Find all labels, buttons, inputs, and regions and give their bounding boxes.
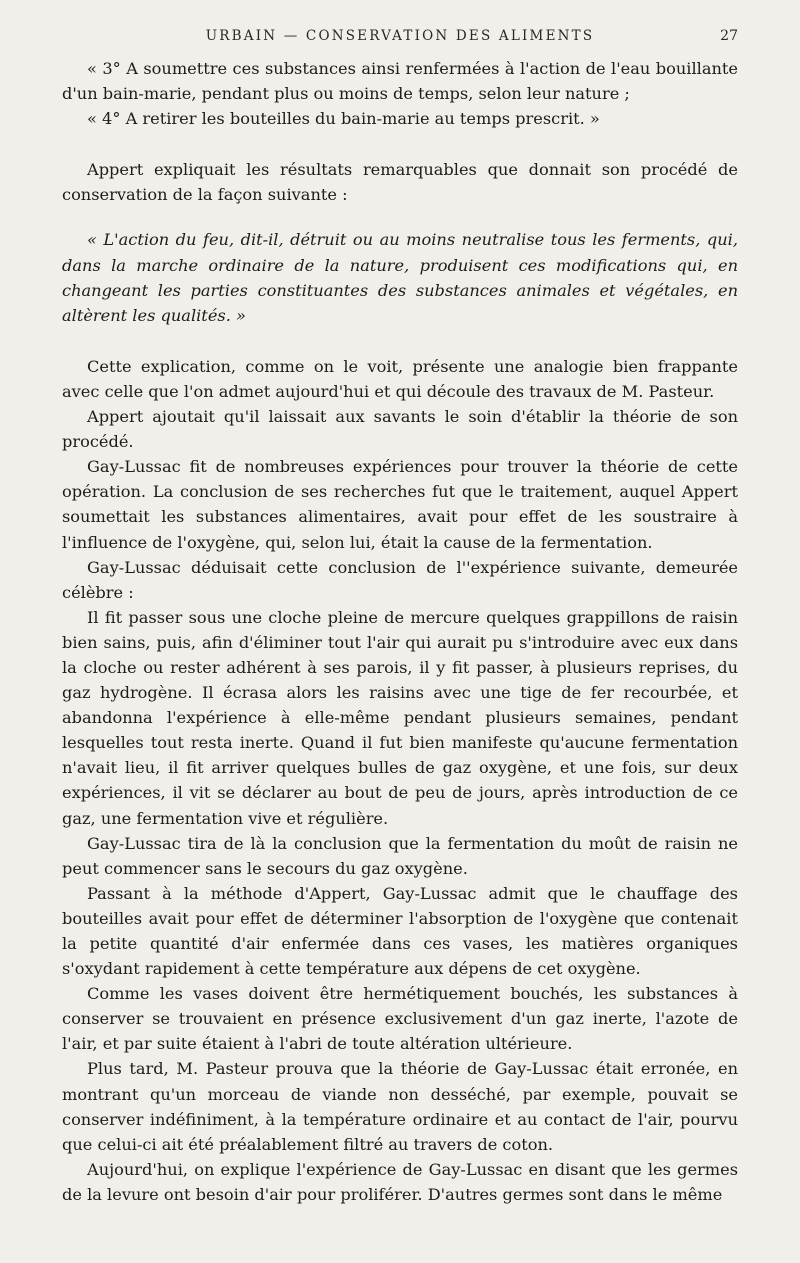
page-number: 27 [720, 28, 738, 44]
paragraph: Comme les vases doivent être hermétiquement bouchés, les substances à conserver se trouvaient en présence exclusivement d'un gaz inerte, l'azote de l'air, et par suite étaient à l'abri de toute altération ultérieure. [62, 984, 738, 1054]
paragraph: Gay-Lussac tira de là la conclusion que la fermentation du moût de raisin ne peut commencer sans le secours du gaz oxygène. [62, 833, 738, 878]
paragraph: Appert expliquait les résultats remarquables que donnait son procédé de conservation de la façon suivante : [62, 160, 738, 205]
paragraph: Gay-Lussac déduisait cette conclusion de l''expérience suivante, demeurée célèbre : [62, 557, 738, 602]
paragraph: Gay-Lussac fit de nombreuses expériences pour trouver la théorie de cette opération. La conclusion de ses recherches fut que le traitement, auquel Appert soumettait les substances alimentaires, avait pour effet de les soustraire à l'influence de l'oxygène, qui, selon lui, était la cause de la fermentation. [62, 457, 738, 552]
paragraph: Cette explication, comme on le voit, présente une analogie bien frappante avec celle que l'on admet aujourd'hui et qui découle des travaux de M. Pasteur. [62, 356, 738, 401]
body-text [62, 56, 738, 1207]
paragraph: Passant à la méthode d'Appert, Gay-Lussac admit que le chauffage des bouteilles avait pour effet de déterminer l'absorption de l'oxygène que contenait la petite quantité d'air enfermée dans ces vases, les matières organiques s'oxydant rapidement à cette température aux dépens de cet oxygène. [62, 883, 738, 979]
paragraph: Plus tard, M. Pasteur prouva que la théorie de Gay-Lussac était erronée, en montrant qu'un morceau de viande non desséché, par exemple, pouvait se conserver indéfiniment, à la température ordinaire et au contact de l'air, pourvu que celui-ci ait été préalablement filtré au travers de coton. [62, 1059, 738, 1154]
running-head-title: URBAIN — CONSERVATION DES ALIMENTS [205, 28, 595, 44]
paragraph-list-item-4: « 4° A retirer les bouteilles du bain-marie au temps prescrit. » [87, 109, 600, 129]
paragraph: Il fit passer sous une cloche pleine de mercure quelques grappillons de raisin bien sains, puis, afin d'éliminer tout l'air qui aurait pu s'introduire avec eux dans la cloche ou rester adhérent à ses parois, il y fit passer, à plusieurs reprises, du gaz hydrogène. Il écrasa alors les raisins avec une tige de fer recourbée, et abandonna l'expérience à elle-même pendant plusieurs semaines, pendant lesquelles tout resta inerte. Quand il fut bien manifeste qu'aucune fermentation n'avait lieu, il fit arriver quelques bulles de gaz oxygène, et une fois, sur deux expériences, il vit se déclarer au bout de peu de jours, après introduction de ce gaz, une fermentation vive et régulière. [62, 607, 738, 828]
paragraph: Aujourd'hui, on explique l'expérience de Gay-Lussac en disant que les germes de la levure ont besoin d'air pour proliférer. D'autres germes sont dans le même [62, 1159, 738, 1204]
running-head [62, 28, 738, 56]
paragraph: Appert ajoutait qu'il laissait aux savants le soin d'établir la théorie de son procédé. [62, 407, 738, 452]
quote-paragraph: « L'action du feu, dit-il, détruit ou au moins neutralise tous les ferments, qui, dans la marche ordinaire de la nature, produisent ces modifications qui, en changeant les parties constituantes des substances animales et végétales, en altèrent les qualités. » [62, 230, 738, 325]
paragraph-list-item-3: « 3° A soumettre ces substances ainsi renfermées à l'action de l'eau bouillante d'un bain-marie, pendant plus ou moins de temps, selon leur nature ; [62, 59, 738, 104]
